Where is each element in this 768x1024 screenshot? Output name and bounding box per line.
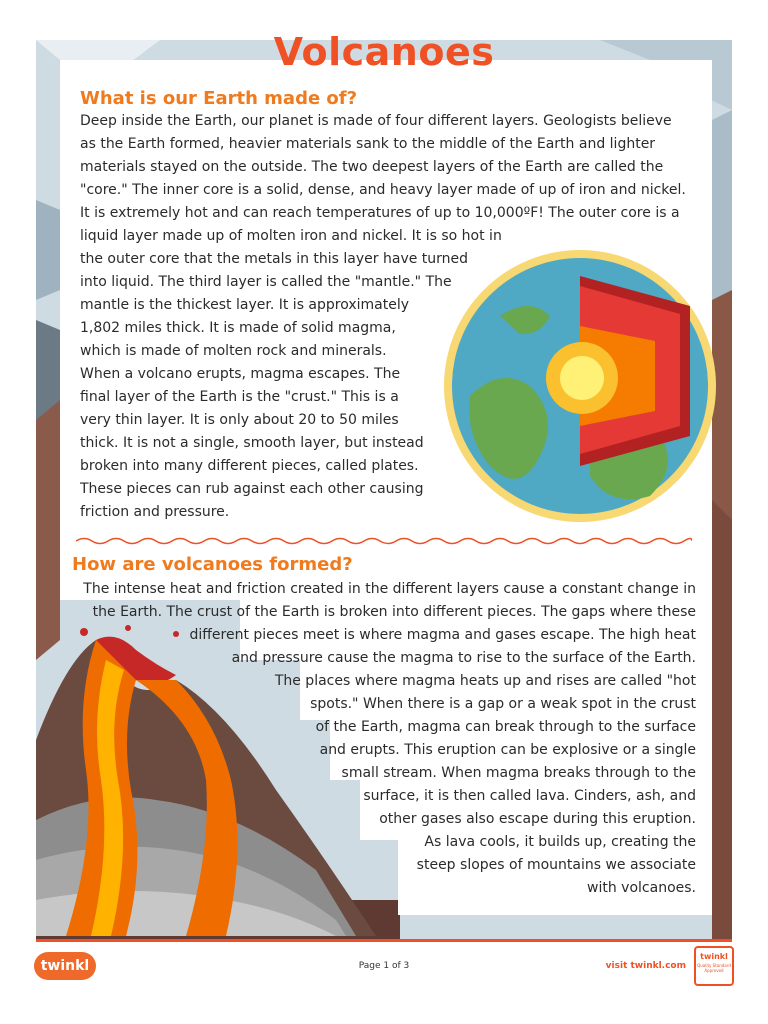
section-divider [76,536,692,546]
text-line: very thin layer. It is only about 20 to 50 miles [80,412,399,428]
text-line: which is made of molten rock and minerals. [80,343,387,359]
section-heading-volcanoes: How are volcanoes formed? [72,554,353,575]
text-line: As lava cools, it builds up, creating the [424,834,696,850]
visit-link[interactable]: visit twinkl.com [605,961,686,971]
text-line: Deep inside the Earth, our planet is made of four different layers. Geologists believe [80,113,672,129]
twinkl-logo: twinkl [34,952,96,980]
badge-caption: Quality Standard Approved [697,963,731,973]
page-title: Volcanoes [273,30,495,74]
text-line: 1,802 miles thick. It is made of solid magma, [80,320,396,336]
text-line: of the Earth, magma can break through to the surface [315,719,696,735]
text-line: surface, it is then called lava. Cinders, ash, and [363,788,696,804]
text-line: the outer core that the metals in this layer have turned [80,251,469,267]
text-line: and erupts. This eruption can be explosive or a single [319,742,696,758]
text-line: mantle is the thickest layer. It is approximately [80,297,410,313]
text-line: final layer of the Earth is the "crust." This is a [80,389,399,405]
text-line: small stream. When magma breaks through to the [341,765,696,781]
text-line: The places where magma heats up and rises are called "hot [274,673,696,689]
section-heading-earth: What is our Earth made of? [80,88,358,109]
text-line: as the Earth formed, heavier materials sank to the middle of the Earth and lighter [80,136,656,152]
text-line: These pieces can rub against each other causing [80,481,424,497]
volcano-icon [36,620,426,936]
quality-badge-icon [694,946,734,986]
text-line: "core." The inner core is a solid, dense, and heavy layer made of up of iron and nickel. [80,182,686,198]
earth-layers-icon [440,246,720,526]
text-line: other gases also escape during this eruption. [379,811,696,827]
text-line: broken into many different pieces, called plates. [80,458,419,474]
text-line: thick. It is not a single, smooth layer, but instead [80,435,424,451]
text-line: the Earth. The crust of the Earth is broken into different pieces. The gaps where these [92,604,696,620]
text-line: friction and pressure. [80,504,230,520]
badge-brand: twinkl [700,952,728,961]
text-line: materials stayed on the outside. The two deepest layers of the Earth are called the [80,159,664,175]
text-line: and pressure cause the magma to rise to the surface of the Earth. [231,650,696,666]
text-line: spots." When there is a gap or a weak spot in the crust [310,696,696,712]
footer-divider [36,939,732,942]
text-line: The intense heat and friction created in the different layers cause a constant change in [83,581,696,597]
text-line: into liquid. The third layer is called the "mantle." The [80,274,452,290]
text-line: It is extremely hot and can reach temperatures of up to 10,000ºF! The outer core is a [80,205,680,221]
text-line: with volcanoes. [587,880,696,896]
text-line: steep slopes of mountains we associate [416,857,696,873]
text-line: When a volcano erupts, magma escapes. The [80,366,401,382]
text-line: different pieces meet is where magma and gases escape. The high heat [189,627,696,643]
text-line: liquid layer made up of molten iron and nickel. It is so hot in [80,228,502,244]
page-number: Page 1 of 3 [358,961,410,971]
